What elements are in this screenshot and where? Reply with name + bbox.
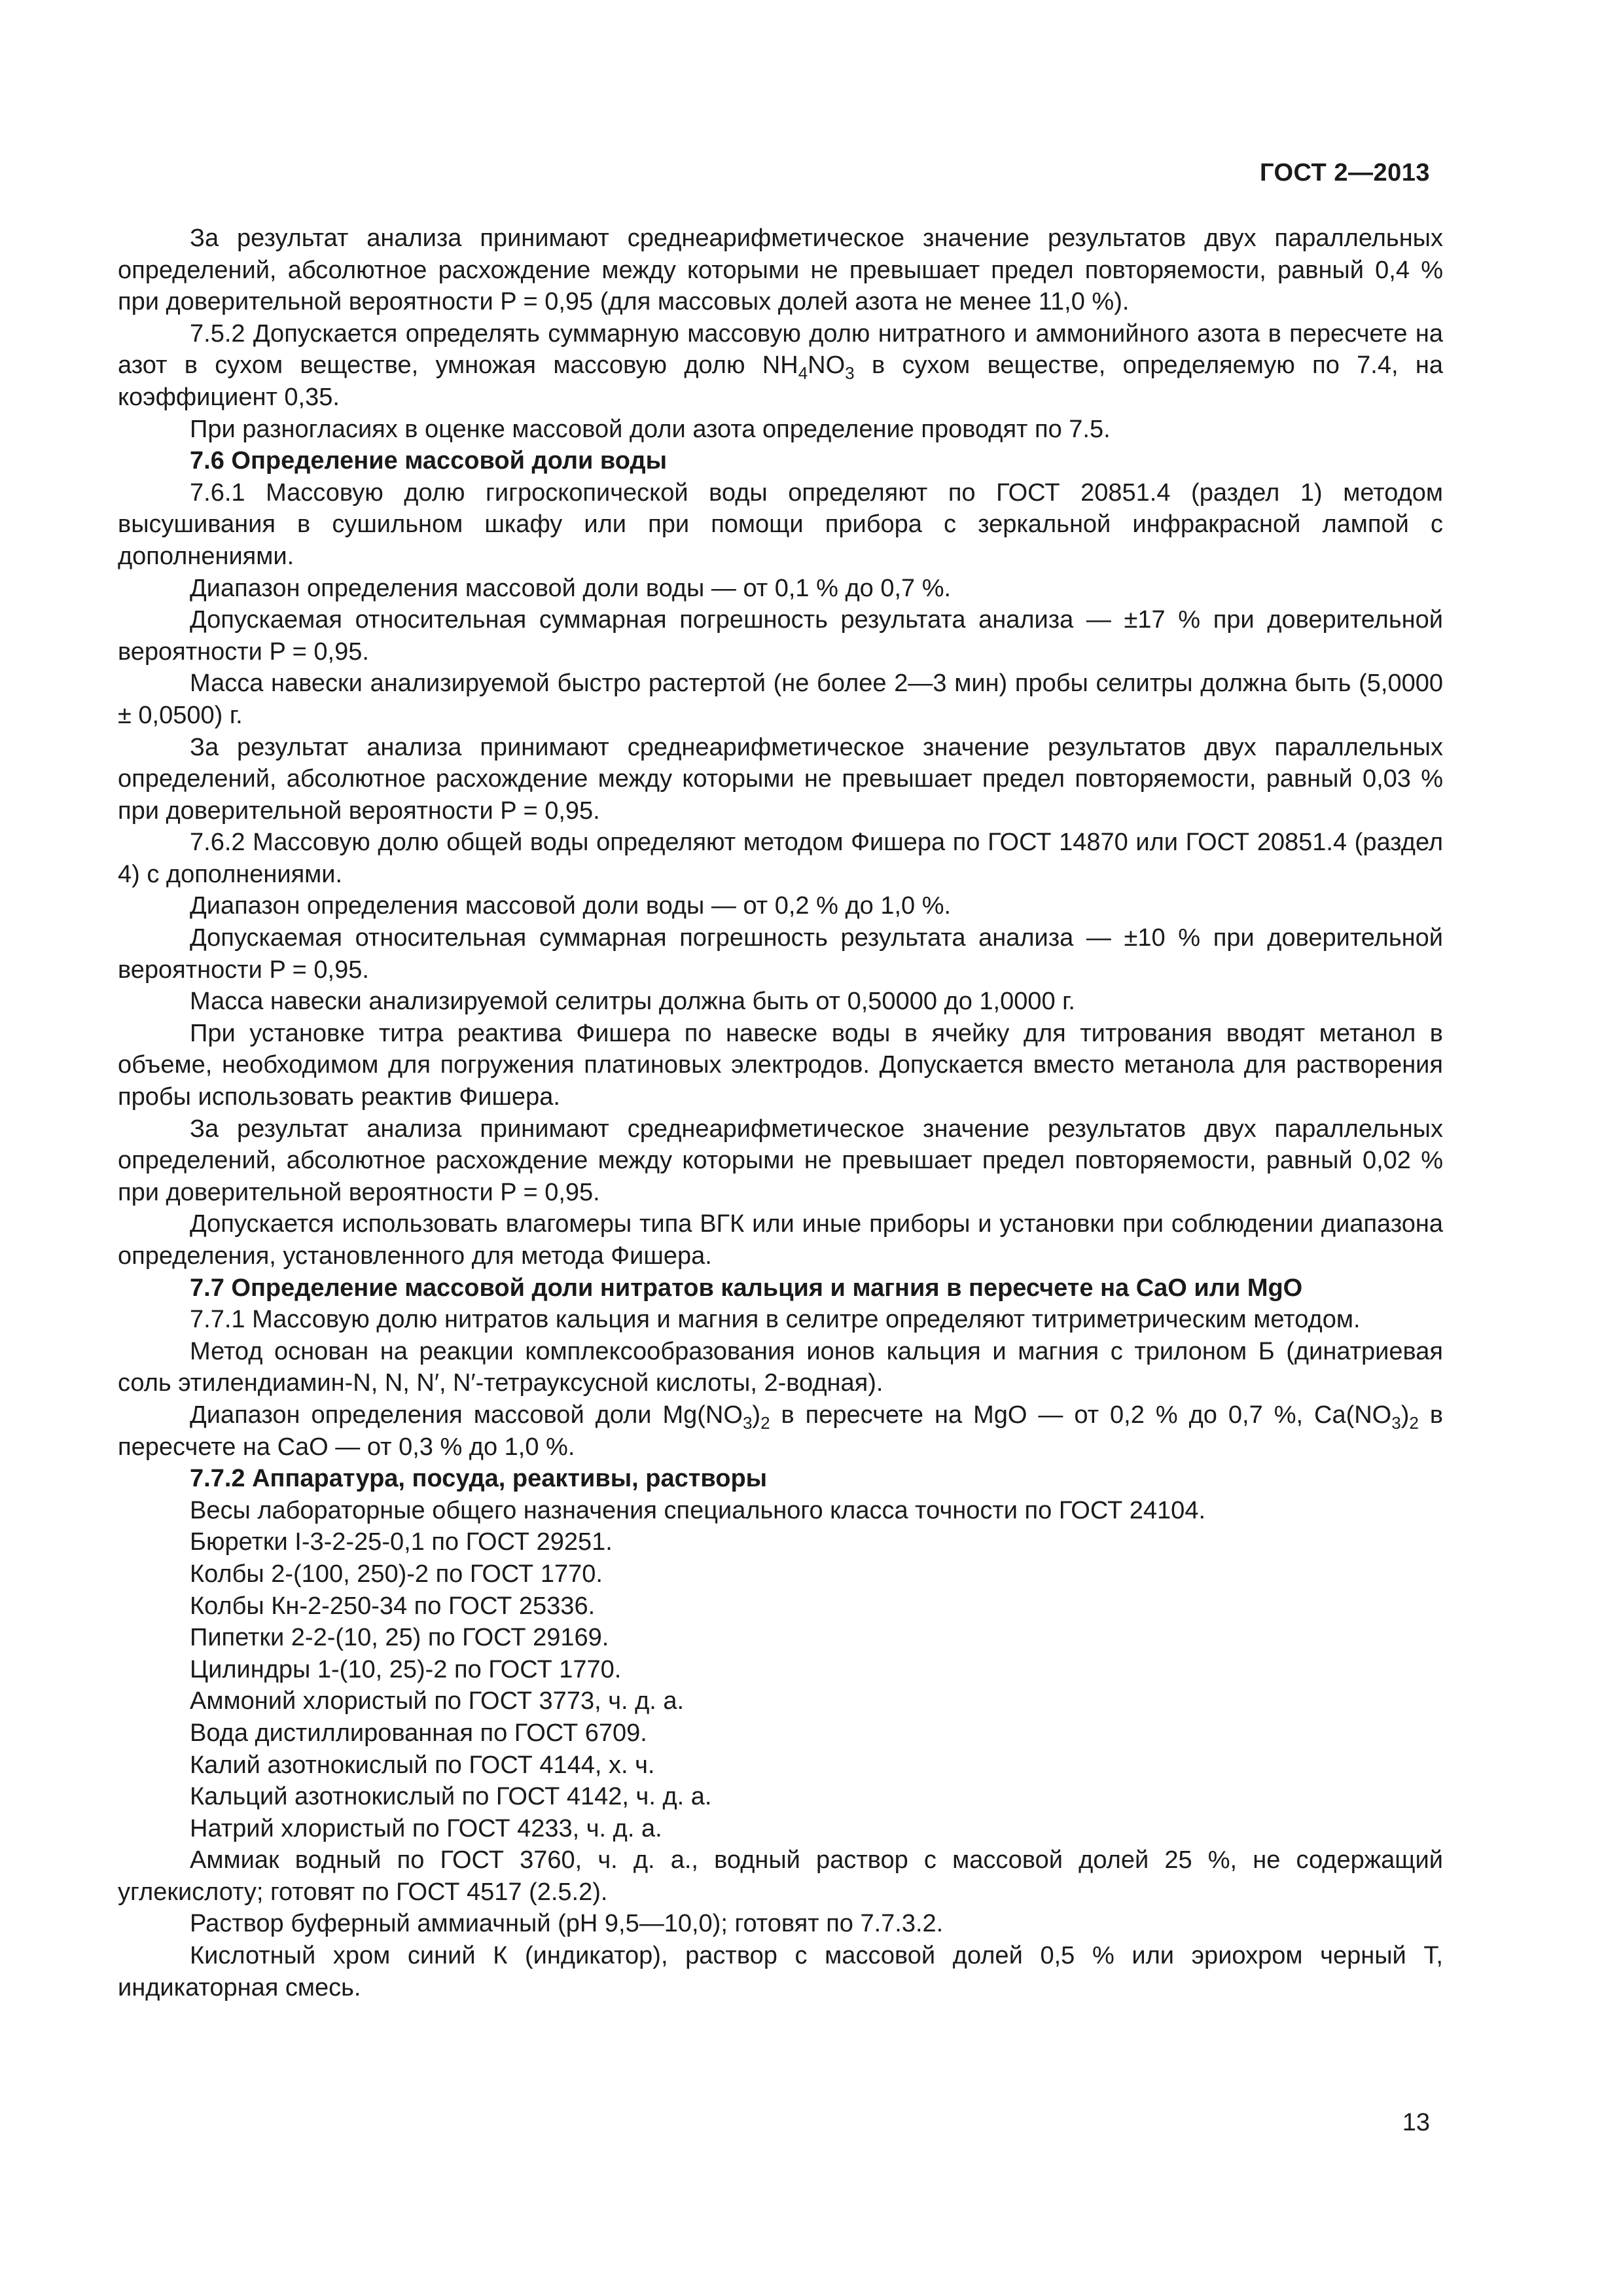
paragraph: Допускается использовать влагомеры типа ВГК или иные приборы и установки при соблюдении диапазона определения, установленного для метода Фишера.	[118, 1210, 1443, 1270]
paragraph: Допускаемая относительная суммарная погрешность результата анализа — ±17 % при доверительной вероятности P = 0,95.	[118, 606, 1443, 666]
paragraph: При установке титра реактива Фишера по навеске воды в ячейку для титрования вводят метанол в объеме, необходимом для погружения платиновых электродов. Допускается вместо метанола для растворения пробы использовать реактив Фишера.	[118, 1019, 1443, 1111]
paragraph-range	[118, 1399, 1443, 1463]
list-item: Кислотный хром синий К (индикатор), раствор с массовой долей 0,5 % или эриохром черный Т, индикаторная смесь.	[118, 1942, 1443, 2001]
paragraph-7-6-1: 7.6.1 Массовую долю гигроскопической воды определяют по ГОСТ 20851.4 (раздел 1) методом высушивания в сушильном шкафу или при помощи прибора с зеркальной инфракрасной лампой с дополнениями.	[118, 478, 1443, 570]
page-header-doc-id: ГОСТ 2—2013	[1259, 159, 1430, 187]
page-number: 13	[1402, 2109, 1430, 2136]
list-item: Аммиак водный по ГОСТ 3760, ч. д. а., водный раствор с массовой долей 25 %, не содержащий углекислоту; готовят по ГОСТ 4517 (2.5.2).	[118, 1846, 1443, 1906]
list-item: Кальций азотнокислый по ГОСТ 4142, ч. д. а.	[190, 1783, 712, 1811]
text-run: 7.5.2 Допускается определять суммарную массовую долю нитратного и аммонийного азота в пересчете на азот в сухом веществе, умножая массовую долю NH	[118, 319, 1443, 380]
paragraph-7-7-1: 7.7.1 Массовую долю нитратов кальция и магния в селитре определяют титриметрическим методом.	[190, 1306, 1361, 1334]
list-item: Цилиндры 1-(10, 25)-2 по ГОСТ 1770.	[190, 1655, 622, 1683]
text-run: )	[1400, 1401, 1410, 1429]
paragraph: Диапазон определения массовой доли воды — от 0,2 % до 1,0 %.	[190, 892, 952, 920]
text-run: Диапазон определения массовой доли Mg(NO	[190, 1401, 743, 1429]
subscript: 3	[742, 1412, 753, 1433]
subscript: 3	[845, 363, 855, 384]
paragraph: За результат анализа принимают среднеарифметическое значение результатов двух параллельных определений, абсолютное расхождение между которыми не превышает предел повторяемости, равный 0,02 % при доверительной вероятности P = 0,95.	[118, 1115, 1443, 1206]
section-heading-7-7: 7.7 Определение массовой доли нитратов кальция и магния в пересчете на CaO или MgO	[190, 1274, 1303, 1302]
list-item: Колбы 2-(100, 250)-2 по ГОСТ 1770.	[190, 1560, 603, 1588]
paragraph: Масса навески анализируемой селитры должна быть от 0,50000 до 1,0000 г.	[190, 988, 1075, 1016]
paragraph: За результат анализа принимают среднеарифметическое значение результатов двух параллельных определений, абсолютное расхождение между которыми не превышает предел повторяемости, равный 0,03 % при доверительной вероятности P = 0,95.	[118, 733, 1443, 825]
list-item: Пипетки 2-2-(10, 25) по ГОСТ 29169.	[190, 1624, 609, 1652]
list-item: Раствор буферный аммиачный (pH 9,5—10,0); готовят по 7.7.3.2.	[190, 1910, 944, 1938]
paragraph-7-6-2: 7.6.2 Массовую долю общей воды определяют методом Фишера по ГОСТ 14870 или ГОСТ 20851.4 (раздел 4) с дополнениями.	[118, 829, 1443, 888]
list-item: Бюретки I-3-2-25-0,1 по ГОСТ 29251.	[190, 1528, 613, 1556]
section-heading-7-7-2: 7.7.2 Аппаратура, посуда, реактивы, растворы	[190, 1465, 768, 1493]
paragraph: При разногласиях в оценке массовой доли азота определение проводят по 7.5.	[190, 415, 1111, 443]
list-item: Колбы Кн-2-250-34 по ГОСТ 25336.	[190, 1592, 596, 1620]
text-run: )	[752, 1401, 761, 1429]
paragraph: Допускаемая относительная суммарная погрешность результата анализа — ±10 % при доверительной вероятности P = 0,95.	[118, 924, 1443, 984]
list-item: Натрий хлористый по ГОСТ 4233, ч. д. а.	[190, 1814, 662, 1842]
section-heading-7-6: 7.6 Определение массовой доли воды	[190, 447, 668, 475]
document-body	[118, 223, 1443, 2003]
list-item: Весы лабораторные общего назначения специального класса точности по ГОСТ 24104.	[190, 1496, 1206, 1524]
text-run: NO	[808, 351, 846, 380]
subscript: 2	[1409, 1412, 1419, 1433]
text-run: в сухом веществе, определяемую по 7.4, на коэффициент 0,35.	[118, 351, 1444, 411]
text-run: в пересчете на CaO — от 0,3 % до 1,0 %.	[118, 1401, 1444, 1461]
paragraph: Метод основан на реакции комплексообразования ионов кальция и магния с трилоном Б (динатриевая соль этилендиамин-N, N, N′, N′-тетрауксусной кислоты, 2-водная).	[118, 1337, 1443, 1397]
subscript: 3	[1391, 1412, 1401, 1433]
paragraph: Масса навески анализируемой быстро растертой (не более 2—3 мин) пробы селитры должна быть (5,0000 ± 0,0500) г.	[118, 670, 1443, 729]
list-item: Калий азотнокислый по ГОСТ 4144, х. ч.	[190, 1751, 655, 1779]
text-run: в пересчете на MgO — от 0,2 % до 0,7 %, Ca(NO	[770, 1401, 1392, 1429]
list-item: Вода дистиллированная по ГОСТ 6709.	[190, 1719, 647, 1747]
list-item: Аммоний хлористый по ГОСТ 3773, ч. д. а.	[190, 1687, 685, 1715]
subscript: 4	[798, 363, 808, 384]
paragraph: За результат анализа принимают среднеарифметическое значение результатов двух параллельных определений, абсолютное расхождение между которыми не превышает предел повторяемости, равный 0,4 % при доверительной вероятности P = 0,95 (для массовых долей азота не менее 11,0 %).	[118, 224, 1443, 316]
paragraph: Диапазон определения массовой доли воды — от 0,1 % до 0,7 %.	[190, 574, 952, 602]
paragraph-7-5-2	[118, 318, 1443, 414]
subscript: 2	[760, 1412, 770, 1433]
